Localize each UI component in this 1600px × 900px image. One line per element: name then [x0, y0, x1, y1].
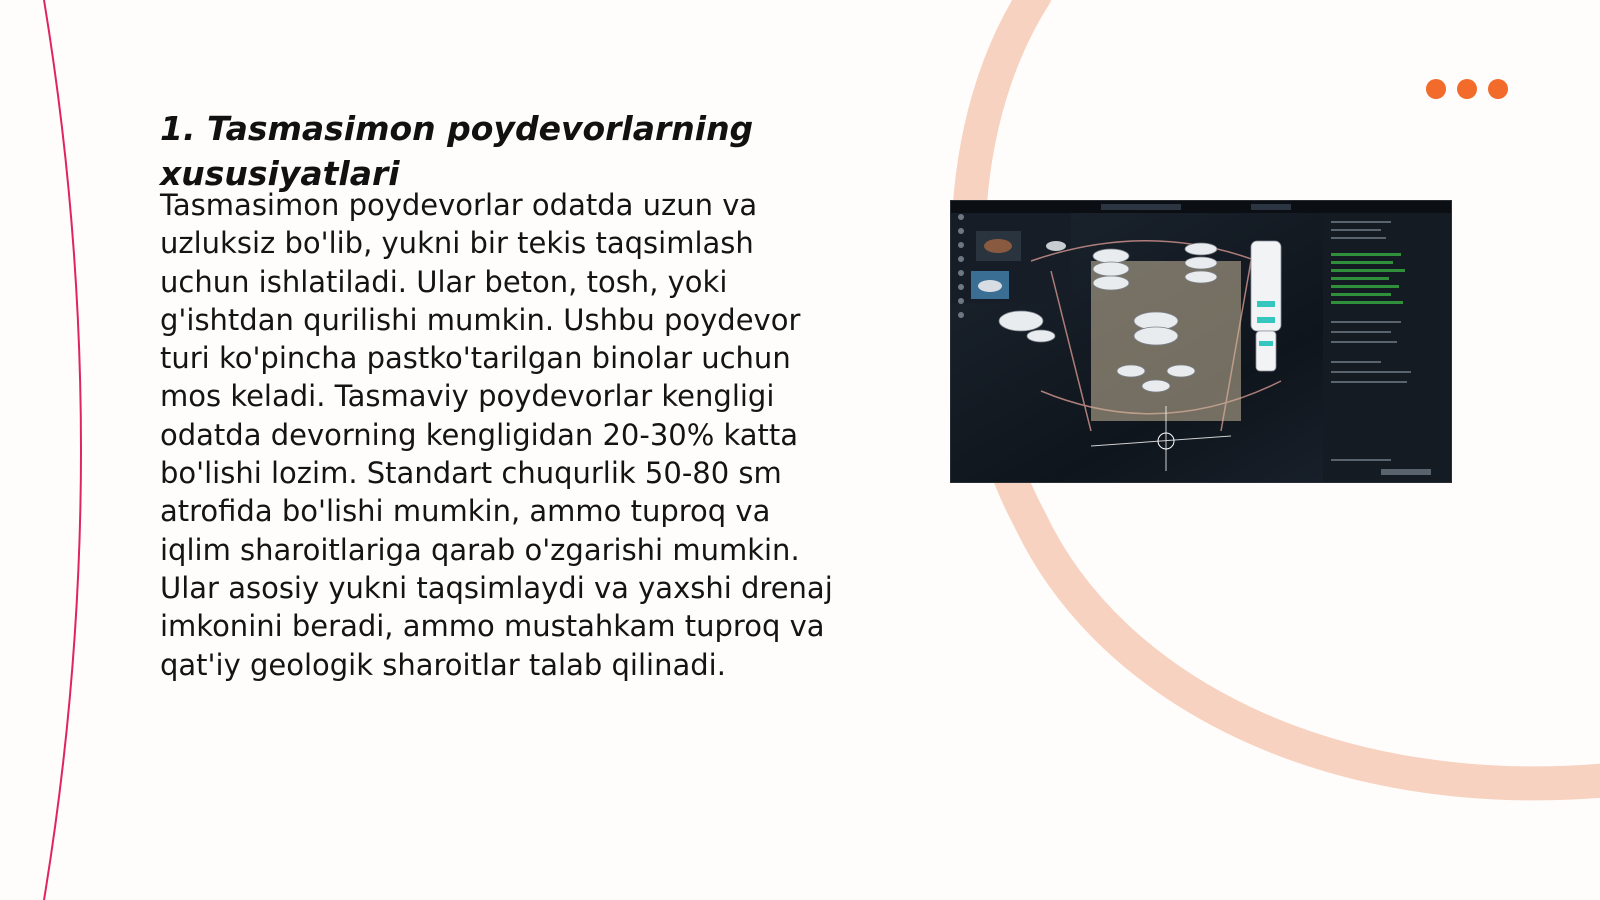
- slide-body-text: Tasmasimon poydevorlar odatda uzun va uzluksiz bo'lib, yukni bir tekis taqsimlash uchun ishlatiladi. Ular beton, tosh, yoki g'ishtdan qurilishi mumkin. Ushbu poydevor turi ko'pincha pastko'tarilgan binolar uchun mos keladi. Tasmaviy poydevorlar kengligi odatda devorning kengligidan 20-30% katta bo'lishi lozim. Standart chuqurlik 50-80 sm atrofida bo'lishi mumkin, ammo tuproq va iqlim sharoitlariga qarab o'zgarishi mumkin. Ular asosiy yukni taqsimlaydi va yaxshi drenaj imkonini beradi, ammo mustahkam tuproq va qat'iy geologik sharoitlar talab qilinadi.: [160, 188, 833, 682]
- dot-icon: [1457, 79, 1477, 99]
- dot-icon: [1426, 79, 1446, 99]
- slide-title: 1. Tasmasimon poydevorlarning xususiyatlari: [160, 109, 754, 193]
- three-dots-icon: [1426, 79, 1508, 99]
- dot-icon: [1488, 79, 1508, 99]
- left-accent-line: [44, 0, 81, 900]
- software-screenshot-image: [950, 200, 1452, 483]
